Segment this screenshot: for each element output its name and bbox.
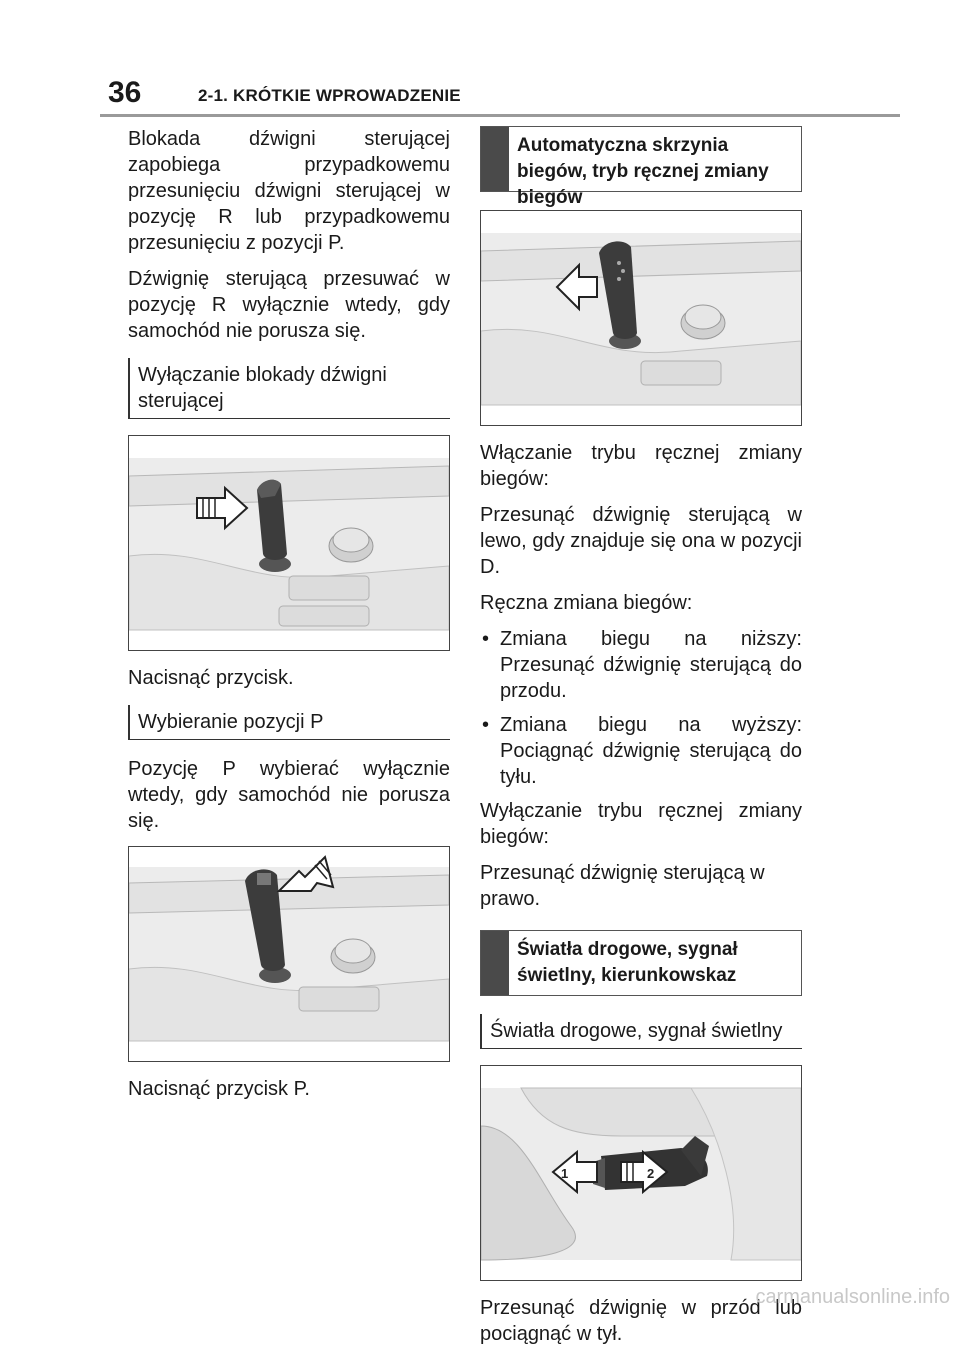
caption-press-button: Nacisnąć przycisk. [128,667,294,689]
figure-p-button [128,846,450,1062]
paragraph-move-left: Przesunąć dźwignię sterującą w lewo, gdy znajduje się ona w pozycji D. [480,504,802,578]
section-bar [481,127,509,191]
paragraph-select-p: Pozycję P wybierać wyłącznie wtedy, gdy samochód nie porusza się. [128,758,450,832]
header-rule [100,114,900,117]
paragraph-move-right: Przesunąć dźwignię sterującą w prawo. [480,862,765,910]
figure-unlock-button [128,435,450,651]
bullet-downshift: • Zmiana biegu na niższy: Przesunąć dźwignię sterującą do przodu. [482,628,802,702]
paragraph-lock-info: Blokada dźwigni sterującej zapobiega przypadkowemu przesunięciu dźwigni sterującej w pozycję R lub przypadkowemu przesunięciu z pozycji P. [128,128,450,254]
chapter-title: 2-1. KRÓTKIE WPROWADZENIE [198,86,461,105]
watermark-text: carmanualsonline.info [755,1286,950,1308]
label-1: 1 [561,1166,569,1181]
paragraph-stalk: Przesunąć dźwignię w przód lub pociągnąć w tył. [480,1297,802,1345]
subhead-unlock: Wyłączanie blokady dźwigni sterującej [128,358,450,419]
section-title-lights: Światła drogowe, sygnał świetlny, kierunkowskaz [517,939,738,986]
page-header [0,0,960,120]
paragraph-disable-manual: Wyłączanie trybu ręcznej zmiany biegów: [480,800,802,848]
section-manual-mode [480,126,802,208]
paragraph-manual-shift: Ręczna zmiana biegów: [480,592,693,614]
paragraph-r-position: Dźwignię sterującą przesuwać w pozycję R wyłącznie wtedy, gdy samochód nie porusza się. [128,268,450,342]
page-number: 36 [108,76,142,109]
caption-press-p: Nacisnąć przycisk P. [128,1078,310,1100]
manual-mode-illustration [481,211,801,425]
left-column [128,126,450,1112]
subhead-select-p: Wybieranie pozycji P [128,705,450,740]
right-column [480,126,802,1357]
gear-lever-illustration [129,436,449,650]
stalk-illustration [481,1066,801,1280]
figure-manual-mode [480,210,802,426]
section-lights [480,930,802,996]
label-2: 2 [647,1166,655,1181]
subhead-high-beam: Światła drogowe, sygnał świetlny [480,1014,802,1049]
section-bar [481,931,509,995]
gear-lever-p-illustration [129,847,449,1061]
section-title-manual: Automatyczna skrzynia biegów, tryb ręcznej zmiany biegów [517,135,769,208]
paragraph-enable-manual: Włączanie trybu ręcznej zmiany biegów: [480,442,802,490]
bullet-upshift: • Zmiana biegu na wyższy: Pociągnąć dźwignię sterującą do tyłu. [482,714,802,788]
figure-high-beam [480,1065,802,1281]
